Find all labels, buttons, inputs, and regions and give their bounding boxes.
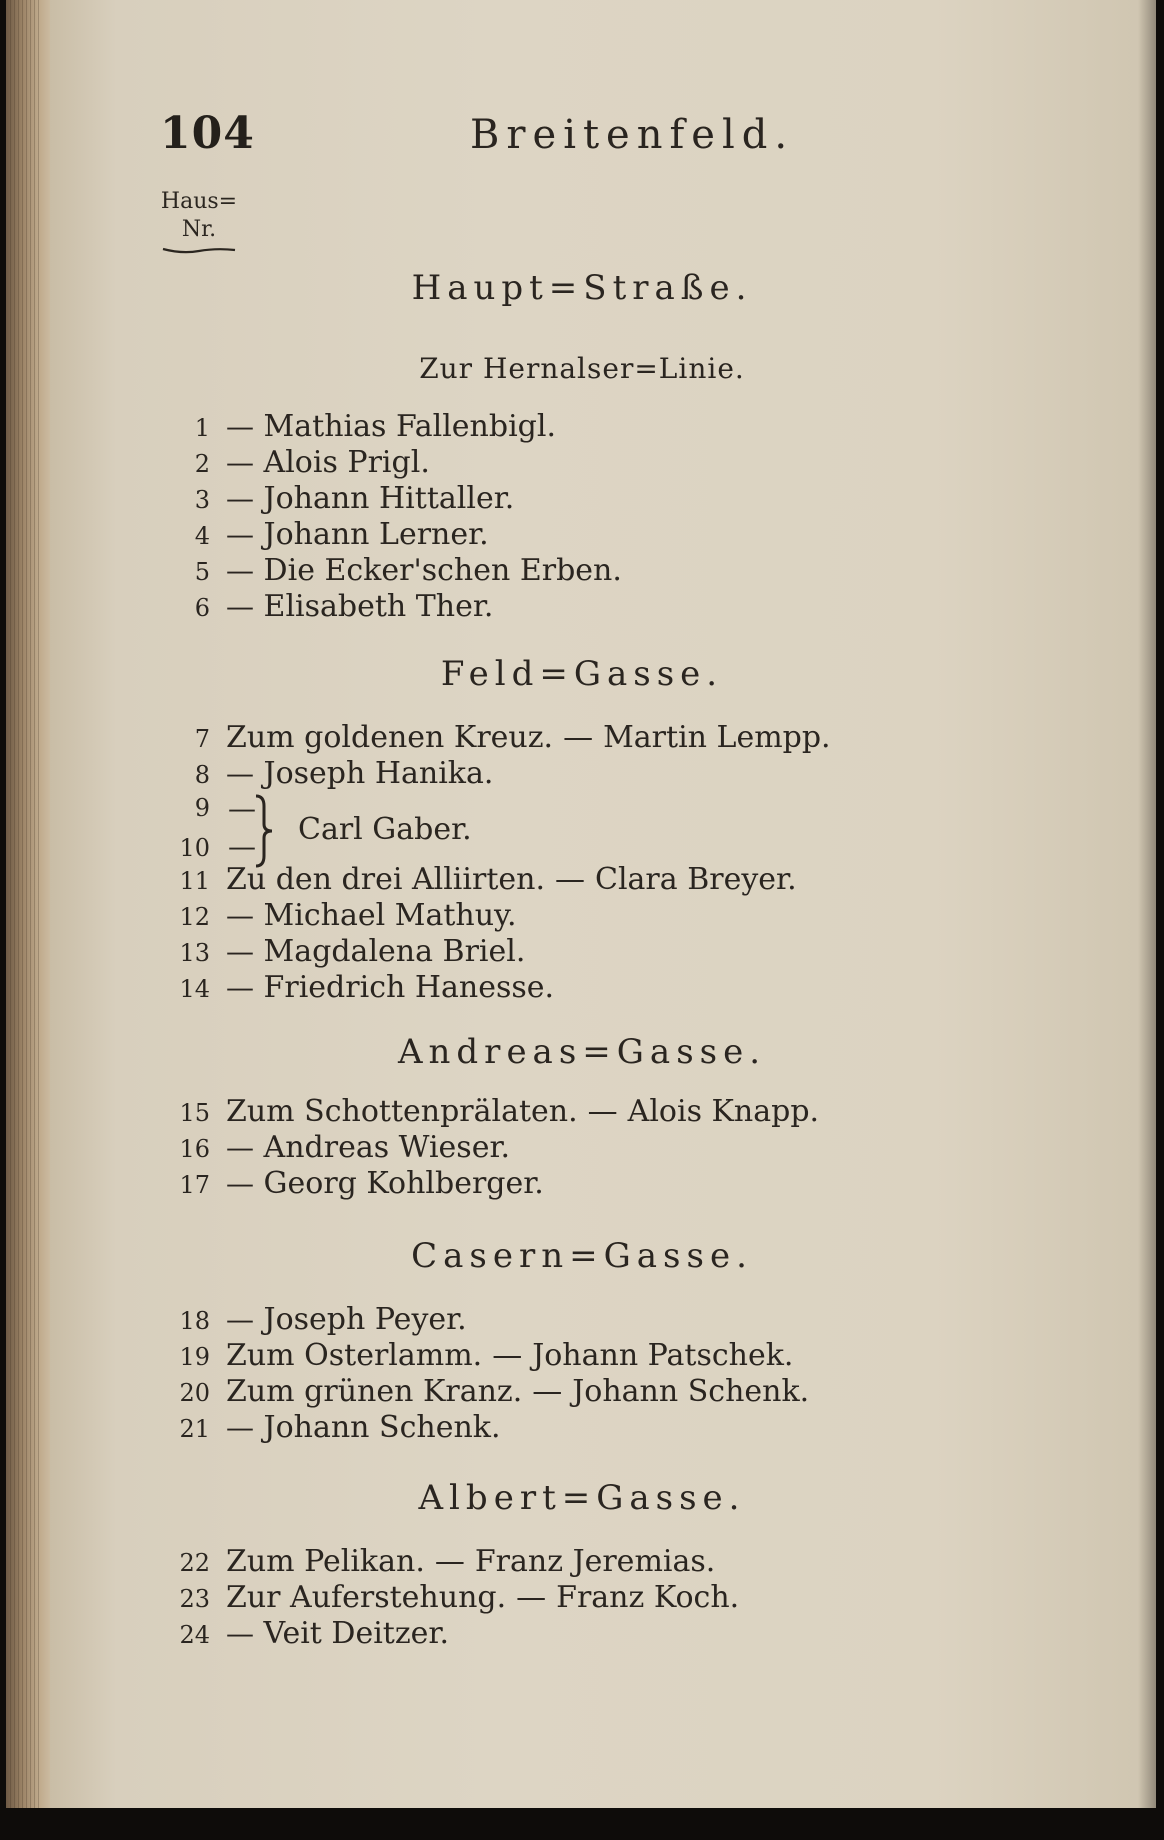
list-item	[160, 862, 797, 898]
owner-name: Alois Prigl.	[263, 445, 430, 480]
house-number: 13	[179, 939, 210, 967]
owner-name: Carl Gaber.	[298, 812, 472, 847]
list-item	[160, 970, 554, 1006]
dash: —	[226, 1617, 254, 1650]
separator-dash: —	[587, 1094, 618, 1129]
list-item	[160, 1616, 449, 1652]
list-item	[160, 1130, 510, 1166]
list-item	[160, 898, 517, 934]
house-number: 22	[179, 1549, 210, 1577]
list-item	[160, 756, 493, 792]
list-item	[160, 1544, 715, 1580]
dash: —	[226, 1131, 254, 1164]
house-sign-name: Zum Osterlamm.	[226, 1338, 483, 1373]
owner-name: Veit Deitzer.	[263, 1616, 449, 1651]
section-title-feld-gasse: Feld=Gasse.	[440, 654, 724, 694]
house-number: 15	[179, 1099, 210, 1127]
dash: —	[226, 1303, 254, 1336]
house-number: 24	[179, 1621, 210, 1649]
list-item	[160, 553, 622, 589]
house-number: 12	[179, 903, 210, 931]
dash: —	[226, 935, 254, 968]
list-item	[160, 1580, 739, 1616]
separator-dash: —	[492, 1338, 523, 1373]
section-title-haupt-strasse: Haupt=Straße.	[411, 268, 753, 308]
house-number: 6	[194, 594, 210, 622]
curly-brace-icon	[252, 794, 276, 868]
dash: —	[226, 446, 254, 479]
dash: —	[226, 899, 254, 932]
list-item	[160, 481, 514, 517]
house-number: 5	[194, 558, 210, 586]
house-sign-name: Zum Pelikan.	[226, 1544, 425, 1579]
house-number: 4	[194, 522, 210, 550]
list-item	[160, 1410, 501, 1446]
dash: —	[226, 590, 254, 623]
house-number: 14	[179, 975, 210, 1003]
list-item	[160, 1374, 809, 1410]
dash: —	[226, 518, 254, 551]
house-number: 18	[179, 1307, 210, 1335]
house-number: 1	[194, 414, 210, 442]
owner-name: Mathias Fallenbigl.	[263, 409, 557, 444]
scan-border	[0, 1808, 1164, 1840]
list-item	[160, 1302, 467, 1338]
list-item	[160, 589, 493, 625]
dash: —	[228, 830, 256, 863]
house-number: 21	[179, 1415, 210, 1443]
house-sign-name: Zum Schottenprälaten.	[226, 1094, 578, 1129]
owner-name: Andreas Wieser.	[263, 1130, 511, 1165]
house-number: 23	[179, 1585, 210, 1613]
list-item	[160, 1166, 544, 1202]
house-sign-name: Zu den drei Alliirten.	[226, 862, 545, 897]
owner-name: Johann Hittaller.	[263, 481, 515, 516]
house-number: 19	[179, 1343, 210, 1371]
dash: —	[228, 792, 256, 825]
column-label-line1: Haus=	[160, 189, 238, 214]
dash: —	[226, 757, 254, 790]
house-number: 9	[194, 794, 210, 822]
owner-name: Johann Patschek.	[532, 1338, 794, 1373]
owner-name: Joseph Peyer.	[263, 1302, 467, 1337]
house-number: 10	[179, 834, 210, 862]
house-sign-name: Zum goldenen Kreuz.	[226, 720, 554, 755]
owner-name: Franz Jeremias.	[474, 1544, 716, 1579]
house-sign-name: Zum grünen Kranz.	[226, 1374, 523, 1409]
house-number: 17	[179, 1171, 210, 1199]
list-item	[160, 1338, 793, 1374]
house-number: 8	[194, 761, 210, 789]
owner-name: Johann Schenk.	[263, 1410, 501, 1445]
separator-dash: —	[434, 1544, 465, 1579]
owner-name: Alois Knapp.	[627, 1094, 820, 1129]
house-number: 7	[194, 725, 210, 753]
owner-name: Michael Mathuy.	[263, 898, 517, 933]
running-title: Breitenfeld.	[470, 112, 795, 158]
owner-name: Franz Koch.	[556, 1580, 740, 1615]
dash: —	[226, 1167, 254, 1200]
separator-dash: —	[563, 720, 594, 755]
list-item	[160, 720, 831, 756]
owner-name: Friedrich Hanesse.	[263, 970, 555, 1005]
separator-dash: —	[532, 1374, 563, 1409]
list-item	[160, 445, 430, 481]
separator-dash: —	[555, 862, 585, 897]
list-item	[160, 409, 556, 445]
swash-ornament	[162, 246, 236, 254]
owner-name: Joseph Hanika.	[263, 756, 494, 791]
dash: —	[226, 1411, 254, 1444]
list-item	[160, 1094, 819, 1130]
dash: —	[226, 554, 254, 587]
house-number: 16	[179, 1135, 210, 1163]
section-subtitle-hernalser-linie: Zur Hernalser=Linie.	[419, 352, 745, 385]
house-number-column-label	[160, 188, 238, 254]
dash: —	[226, 971, 254, 1004]
owner-name: Clara Breyer.	[595, 862, 797, 897]
owner-name: Die Ecker'schen Erben.	[263, 553, 622, 588]
house-sign-name: Zur Auferstehung.	[226, 1580, 507, 1615]
page-number: 104	[160, 108, 255, 159]
list-item	[160, 517, 489, 553]
house-number: 11	[179, 867, 210, 895]
owner-name: Georg Kohlberger.	[263, 1166, 544, 1201]
house-number: 2	[194, 450, 210, 478]
owner-name: Johann Schenk.	[572, 1374, 810, 1409]
dash: —	[226, 482, 254, 515]
section-title-andreas-gasse: Andreas=Gasse.	[397, 1032, 767, 1072]
section-title-casern-gasse: Casern=Gasse.	[411, 1236, 753, 1276]
owner-name: Martin Lempp.	[603, 720, 831, 755]
separator-dash: —	[516, 1580, 547, 1615]
bracketed-entry	[160, 790, 660, 872]
section-title-albert-gasse: Albert=Gasse.	[418, 1478, 746, 1518]
owner-name: Magdalena Briel.	[263, 934, 526, 969]
owner-name: Elisabeth Ther.	[263, 589, 494, 624]
dash: —	[226, 410, 254, 443]
owner-name: Johann Lerner.	[263, 517, 489, 552]
house-number: 20	[179, 1379, 210, 1407]
column-label-line2: Nr.	[181, 217, 217, 242]
list-item	[160, 934, 525, 970]
house-number: 3	[194, 486, 210, 514]
